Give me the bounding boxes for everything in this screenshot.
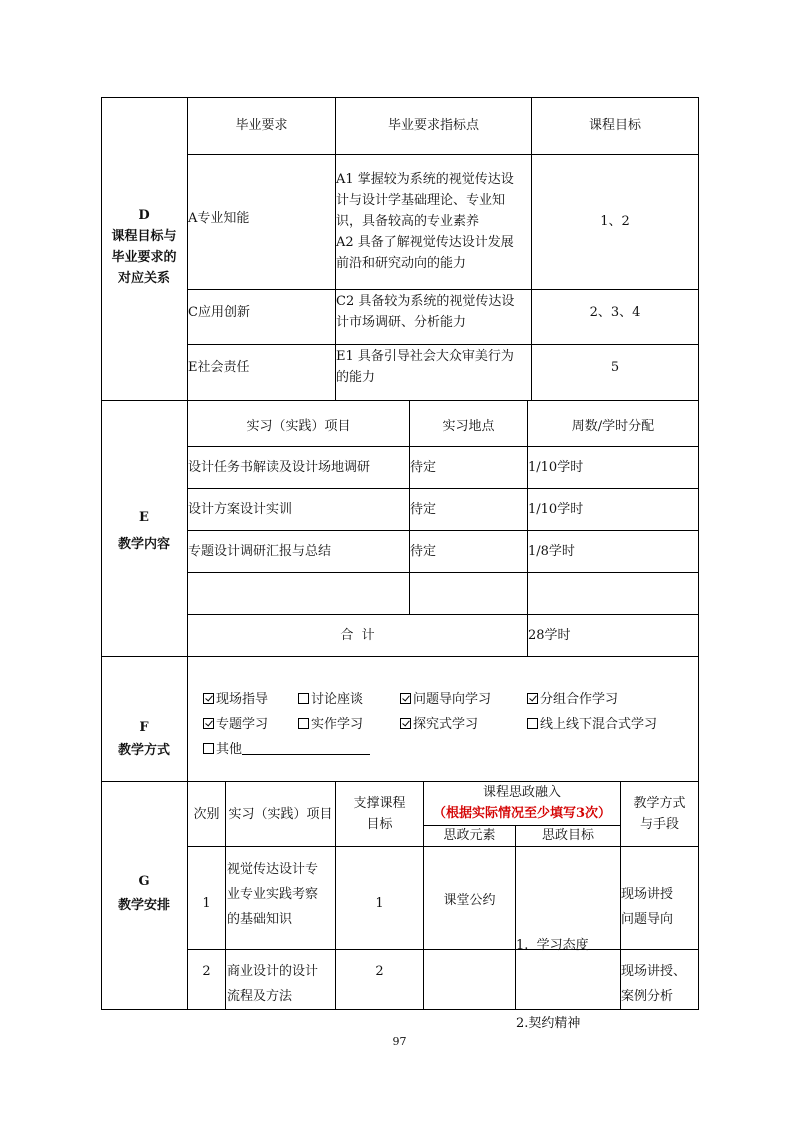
option-discussion[interactable]	[298, 689, 363, 710]
checkbox[interactable]	[400, 693, 411, 704]
row-line	[187, 488, 699, 489]
indicator-line: 的能力	[336, 370, 376, 385]
indicator-line: 计与设计学基础理论、专业知	[336, 193, 506, 208]
row-line	[187, 154, 699, 155]
project-cell: 设计方案设计实训	[188, 502, 293, 517]
header-goal: 课程目标	[588, 118, 641, 133]
option-label: 分组合作学习	[540, 692, 619, 707]
project-line: 的基础知识	[227, 912, 293, 927]
method-line: 现场讲授	[621, 887, 674, 902]
checkbox[interactable]	[203, 743, 214, 754]
section-f-label	[101, 717, 187, 761]
project-cell: 设计任务书解读及设计场地调研	[188, 460, 371, 475]
method-cell	[621, 882, 673, 932]
row-line	[187, 446, 699, 447]
section-e-label	[101, 507, 187, 555]
option-label: 讨论座谈	[311, 692, 364, 707]
col-line	[531, 97, 532, 401]
goal-cell: 1、2	[600, 214, 630, 229]
goal-cell: 2、3、4	[589, 305, 641, 320]
section-title: 教学安排	[117, 898, 170, 913]
option-label: 实作学习	[311, 717, 364, 732]
option-label: 问题导向学习	[413, 692, 492, 707]
section-separator	[101, 656, 699, 657]
index-cell: 2	[202, 964, 211, 979]
row-line	[187, 530, 699, 531]
option-label: 专题学习	[216, 717, 269, 732]
requirement-cell: C应用创新	[188, 305, 250, 320]
table-border-bottom	[101, 1009, 699, 1010]
section-title: 教学方式	[117, 743, 170, 758]
project-line: 视觉传达设计专	[227, 862, 319, 877]
checkbox[interactable]	[203, 693, 214, 704]
table-border-right	[698, 97, 699, 1010]
indicator-line: A1 掌握较为系统的视觉传达设	[336, 172, 514, 187]
index-cell: 1	[202, 896, 211, 911]
indicator-line: 前沿和研究动向的能力	[336, 256, 467, 271]
checkbox[interactable]	[527, 718, 538, 729]
checkbox[interactable]	[400, 718, 411, 729]
header-element: 思政元素	[443, 828, 496, 843]
header-note: （根据实际情况至少填写3次）	[432, 806, 612, 821]
method-line: 问题导向	[621, 912, 674, 927]
target-line: 2.契约精神	[516, 1016, 581, 1031]
checkbox[interactable]	[298, 693, 309, 704]
row-line	[187, 846, 699, 847]
section-title-line: 毕业要求的	[111, 250, 177, 265]
option-label: 现场指导	[216, 692, 269, 707]
weeks-cell: 1/10学时	[528, 460, 584, 475]
support-cell: 2	[375, 964, 384, 979]
weeks-cell: 1/10学时	[528, 502, 584, 517]
indicator-line: 计市场调研、分析能力	[336, 315, 467, 330]
header-line: 教学方式	[633, 796, 686, 811]
checkbox[interactable]	[203, 718, 214, 729]
method-cell	[621, 959, 686, 1009]
target-line: 1. 学习态度	[516, 938, 589, 953]
option-label: 探究式学习	[413, 717, 479, 732]
total-label: 合 计	[340, 628, 375, 643]
header-project: 实习（实践）项目	[246, 419, 351, 434]
checkbox[interactable]	[298, 718, 309, 729]
option-group-work[interactable]	[527, 689, 618, 710]
table-border-top	[101, 97, 699, 98]
other-input-line[interactable]	[242, 740, 370, 755]
header-weeks: 周数/学时分配	[571, 419, 655, 434]
checkbox[interactable]	[527, 693, 538, 704]
header-line: 与手段	[639, 817, 679, 832]
header-project: 实习（实践）项目	[228, 807, 333, 822]
option-inquiry[interactable]	[400, 714, 478, 735]
header-ideology	[424, 782, 620, 824]
project-cell	[227, 959, 318, 1009]
section-separator	[101, 400, 699, 401]
header-line: 目标	[366, 817, 393, 832]
section-title: 教学内容	[117, 537, 170, 552]
header-location: 实习地点	[442, 419, 495, 434]
element-cell: 课堂公约	[443, 893, 496, 908]
indicator-line: 识，具备较高的专业素养	[336, 214, 480, 229]
header-support	[336, 793, 423, 835]
option-topic-study[interactable]	[203, 714, 268, 735]
goal-cell: 5	[610, 360, 620, 375]
indicator-cell	[336, 291, 514, 333]
project-line: 业专业实践考察	[227, 887, 319, 902]
project-cell	[227, 857, 318, 932]
requirement-cell: E社会责任	[188, 360, 250, 375]
option-other[interactable]	[203, 739, 370, 760]
option-problem-based[interactable]	[400, 689, 491, 710]
page-number: 97	[392, 1035, 407, 1048]
project-line: 商业设计的设计	[227, 964, 319, 979]
section-d-label	[101, 205, 187, 289]
indicator-line: C2 具备较为系统的视觉传达设	[336, 294, 515, 309]
project-line: 流程及方法	[227, 989, 293, 1004]
row-line	[187, 614, 699, 615]
weeks-cell: 1/8学时	[528, 544, 575, 559]
header-line: 课程思政融入	[482, 785, 561, 800]
col-line	[527, 400, 528, 657]
section-title-line: 课程目标与	[111, 229, 177, 244]
indicator-cell	[336, 169, 514, 274]
project-cell: 专题设计调研汇报与总结	[188, 544, 332, 559]
indicator-line: A2 具备了解视觉传达设计发展	[336, 235, 514, 250]
row-line	[187, 949, 699, 950]
option-live-guidance[interactable]	[203, 689, 268, 710]
section-code: F	[139, 720, 149, 735]
indicator-cell	[336, 346, 514, 388]
header-indicator: 毕业要求指标点	[387, 118, 479, 133]
option-label: 线上线下混合式学习	[540, 717, 658, 732]
location-cell: 待定	[410, 460, 437, 475]
requirement-cell: A专业知能	[188, 211, 250, 226]
option-label: 其他	[216, 742, 243, 757]
target-cell	[516, 881, 589, 1089]
section-g-label	[101, 871, 187, 916]
header-requirement: 毕业要求	[235, 118, 288, 133]
row-line	[187, 289, 699, 290]
support-cell: 1	[375, 896, 384, 911]
header-target: 思政目标	[541, 828, 594, 843]
section-code: G	[138, 874, 150, 889]
header-method	[621, 793, 698, 835]
method-line: 案例分析	[621, 989, 674, 1004]
option-practical[interactable]	[298, 714, 363, 735]
location-cell: 待定	[410, 544, 437, 559]
section-title-line: 对应关系	[117, 271, 170, 286]
method-line: 现场讲授、	[621, 964, 687, 979]
location-cell: 待定	[410, 502, 437, 517]
option-blended[interactable]	[527, 714, 657, 735]
header-line: 支撑课程	[353, 796, 406, 811]
section-code: E	[139, 510, 149, 525]
header-index: 次别	[193, 807, 220, 822]
row-line	[187, 572, 699, 573]
total-value: 28学时	[528, 628, 571, 643]
row-line	[187, 344, 699, 345]
indicator-line: E1 具备引导社会大众审美行为	[336, 349, 514, 364]
section-code: D	[138, 208, 150, 223]
